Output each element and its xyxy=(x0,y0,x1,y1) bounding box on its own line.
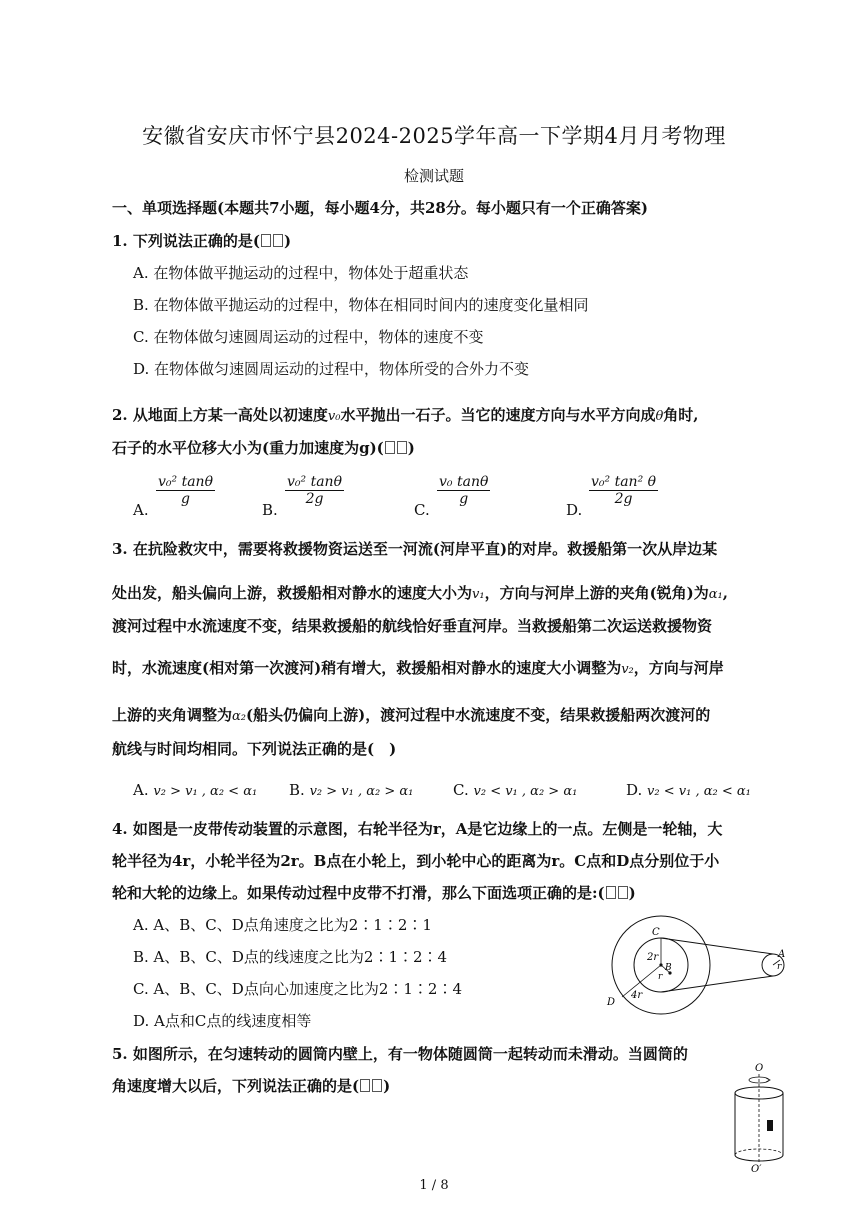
belt-drive-diagram xyxy=(600,915,800,1015)
blank-box-icon xyxy=(618,886,628,899)
q1-option-b: B. 在物体做平抛运动的过程中，物体在相同时间内的速度变化量相同 xyxy=(133,296,589,314)
blank-box-icon xyxy=(372,1079,382,1092)
question-4-line-2: 轮半径为4r，小轮半径为2r。B点在小轮上，到小轮中心的距离为r。C点和D点分别位于小 xyxy=(112,852,720,870)
v0-symbol: v₀ xyxy=(327,409,341,424)
object-block xyxy=(767,1120,773,1131)
q4-option-d: D. A点和C点的线速度相等 xyxy=(133,1012,312,1030)
label-r: r xyxy=(777,962,782,972)
belt-top xyxy=(661,938,773,954)
label-b: B xyxy=(665,963,672,973)
question-5-line-1: 5. 如图所示，在匀速转动的圆筒内壁上，有一物体随圆筒一起转动而未滑动。当圆筒的 xyxy=(112,1045,688,1063)
q2-option-b-formula: $\frac{\text{v₀² tanθ}}{2g}$ xyxy=(287,474,343,507)
question-4-line-1: 4. 如图是一皮带传动装置的示意图，右轮半径为r，A是它边缘上的一点。左侧是一轮轴，大 xyxy=(112,820,723,838)
question-4-line-3: 轮和大轮的边缘上。如果传动过程中皮带不打滑，那么下面选项正确的是:( ) xyxy=(112,884,636,902)
belt-bottom xyxy=(661,976,773,992)
q1-option-d: D. 在物体做匀速圆周运动的过程中，物体所受的合外力不变 xyxy=(133,360,530,378)
blank-box-icon xyxy=(397,441,407,454)
blank-box-icon xyxy=(273,234,283,247)
q2-option-a-formula: $\frac{\text{v₀² tanθ}}{g}$ xyxy=(158,474,214,507)
q2-option-b-label: B. xyxy=(262,501,278,519)
page-number: 1 / 8 xyxy=(419,1178,449,1193)
q4-option-b: B. A、B、C、D点的线速度之比为2∶1∶2∶4 xyxy=(133,948,448,966)
cylinder-top xyxy=(735,1087,783,1099)
q2-option-d-formula: $\frac{\text{v₀² tan² θ}}{2g}$ xyxy=(591,474,657,507)
question-2-line-2: 石子的水平位移大小为(重力加速度为g)( ) xyxy=(112,439,415,457)
q3-option-c: C. v₂ < v₁ , α₂ > α₁ xyxy=(453,781,578,799)
label-d: D xyxy=(607,997,616,1008)
rotating-cylinder-diagram xyxy=(722,1060,792,1175)
question-3-line-2: 处出发，船头偏向上游，救援船相对静水的速度大小为v₁，方向与河岸上游的夹角(锐角)为α₁, xyxy=(112,584,729,602)
section-heading: 一、单项选择题(本题共7小题，每小题4分，共28分。每小题只有一个正确答案) xyxy=(112,199,648,217)
page-subtitle: 检测试题 xyxy=(403,167,464,185)
label-4r: 4r xyxy=(631,990,643,1001)
blank-box-icon xyxy=(261,234,271,247)
question-2-line-1: 2. 从地面上方某一高处以初速度v₀水平抛出一石子。当它的速度方向与水平方向成θ角时, xyxy=(112,406,699,424)
q4-option-a: A. A、B、C、D点角速度之比为2∶1∶2∶1 xyxy=(133,916,432,934)
label-r-b: r xyxy=(658,972,663,982)
question-1-stem: 1. 下列说法正确的是( ) xyxy=(112,232,292,250)
q4-option-c: C. A、B、C、D点向心加速度之比为2∶1∶2∶4 xyxy=(133,980,463,998)
theta-symbol: θ xyxy=(655,409,664,424)
q3-option-d: D. v₂ < v₁ , α₂ < α₁ xyxy=(626,781,751,799)
label-o-prime: O′ xyxy=(751,1164,762,1175)
blank-box-icon xyxy=(606,886,616,899)
label-o: O xyxy=(755,1063,764,1074)
q2-option-a-label: A. xyxy=(133,501,149,519)
question-3-line-6: 航线与时间均相同。下列说法正确的是( ) xyxy=(112,740,397,758)
blank-box-icon xyxy=(360,1079,370,1092)
q2-option-c-formula: $\frac{\text{v₀ tanθ}}{g}$ xyxy=(439,474,489,507)
q1-option-c: C. 在物体做匀速圆周运动的过程中，物体的速度不变 xyxy=(133,328,484,346)
question-5-line-2: 角速度增大以后，下列说法正确的是( ) xyxy=(112,1077,391,1095)
q1-option-a: A. 在物体做平抛运动的过程中，物体处于超重状态 xyxy=(133,264,469,282)
q2-option-d-label: D. xyxy=(566,501,583,519)
q3-option-b: B. v₂ > v₁ , α₂ > α₁ xyxy=(289,781,414,799)
q3-option-a: A. v₂ > v₁ , α₂ < α₁ xyxy=(133,781,258,799)
question-3-line-3: 渡河过程中水流速度不变，结果救援船的航线恰好垂直河岸。当救援船第二次运送救援物资 xyxy=(112,617,713,635)
q2-option-c-label: C. xyxy=(414,501,430,519)
center-dot xyxy=(659,963,662,966)
question-3-line-5: 上游的夹角调整为α₂(船头仍偏向上游)，渡河过程中水流速度不变，结果救援船两次渡河的 xyxy=(112,706,711,724)
question-3-line-1: 3. 在抗险救灾中，需要将救援物资运送至一河流(河岸平直)的对岸。救援船第一次从岸边某 xyxy=(112,540,718,558)
question-3-line-4: 时，水流速度(相对第一次渡河)稍有增大，救援船相对静水的速度大小调整为v₂，方向与河岸 xyxy=(112,659,724,677)
label-a: A xyxy=(778,949,786,960)
label-2r: 2r xyxy=(647,952,659,963)
blank-box-icon xyxy=(385,441,395,454)
label-c: C xyxy=(652,927,660,938)
page-title: 安徽省安庆市怀宁县2024-2025学年高一下学期4月月考物理 xyxy=(142,124,726,148)
